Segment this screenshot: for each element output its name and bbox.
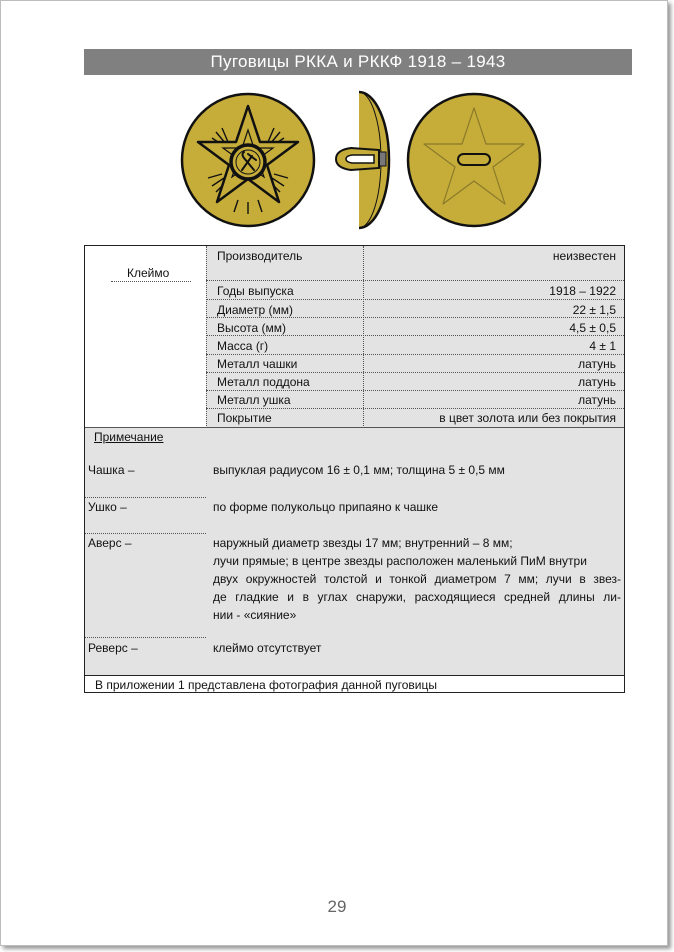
spec-value: 4,5 ± 0,5	[569, 321, 616, 335]
obverse-text	[213, 534, 621, 624]
obverse-line: де гладкие и в углах снаружи, расходящиеся средней длины ли-	[213, 590, 621, 604]
button-reverse-image	[408, 94, 540, 226]
obverse-label: Аверс –	[88, 536, 132, 550]
spec-label: Масса (г)	[217, 339, 269, 353]
reverse-text: клеймо отсутствует	[213, 641, 322, 655]
button-obverse-image	[182, 94, 314, 226]
reverse-label: Реверс –	[88, 641, 138, 655]
spec-value: латунь	[578, 393, 616, 407]
spec-label: Металл чашки	[217, 357, 298, 371]
spec-label: Диаметр (мм)	[217, 303, 294, 317]
cup-label: Чашка –	[88, 463, 135, 477]
spec-label: Металл ушка	[217, 393, 291, 407]
page-title: Пуговицы РККА и РККФ 1918 – 1943	[84, 49, 632, 75]
specs-table	[84, 245, 625, 693]
spec-label: Покрытие	[217, 411, 272, 425]
obverse-line: нии - «сияние»	[213, 608, 297, 622]
spec-label: Производитель	[217, 249, 303, 263]
notes-heading: Примечание	[94, 430, 164, 444]
cup-text: выпуклая радиусом 16 ± 0,1 мм; толщина 5 ± 0,5 мм	[213, 463, 505, 477]
spec-label: Металл поддона	[217, 375, 310, 389]
button-illustrations	[176, 88, 556, 232]
button-profile-image	[336, 92, 389, 228]
obverse-line: двух окружностей толстой и тонкой диаметром 7 мм; лучи в звез-	[213, 572, 621, 586]
spec-value: неизвестен	[552, 249, 616, 263]
spec-label: Годы выпуска	[217, 284, 294, 298]
spec-value: 22 ± 1,5	[572, 303, 616, 317]
spec-value: 1918 – 1922	[549, 284, 616, 298]
page-number: 29	[327, 897, 347, 916]
obverse-line: наружный диаметр звезды 17 мм; внутренний – 8 мм;	[213, 536, 513, 550]
obverse-line: лучи прямые; в центре звезды расположен маленький ПиМ внутри	[213, 554, 587, 568]
shank-text: по форме полукольцо припаяно к чашке	[213, 500, 439, 514]
spec-value: в цвет золота или без покрытия	[439, 411, 616, 425]
spec-value: 4 ± 1	[589, 339, 616, 353]
spec-value: латунь	[578, 375, 616, 389]
mark-label: Клеймо	[127, 266, 170, 280]
footer-note: В приложении 1 представлена фотография данной пуговицы	[95, 678, 437, 692]
shank-label: Ушко –	[88, 500, 127, 514]
spec-label: Высота (мм)	[217, 321, 287, 335]
spec-value: латунь	[578, 357, 616, 371]
